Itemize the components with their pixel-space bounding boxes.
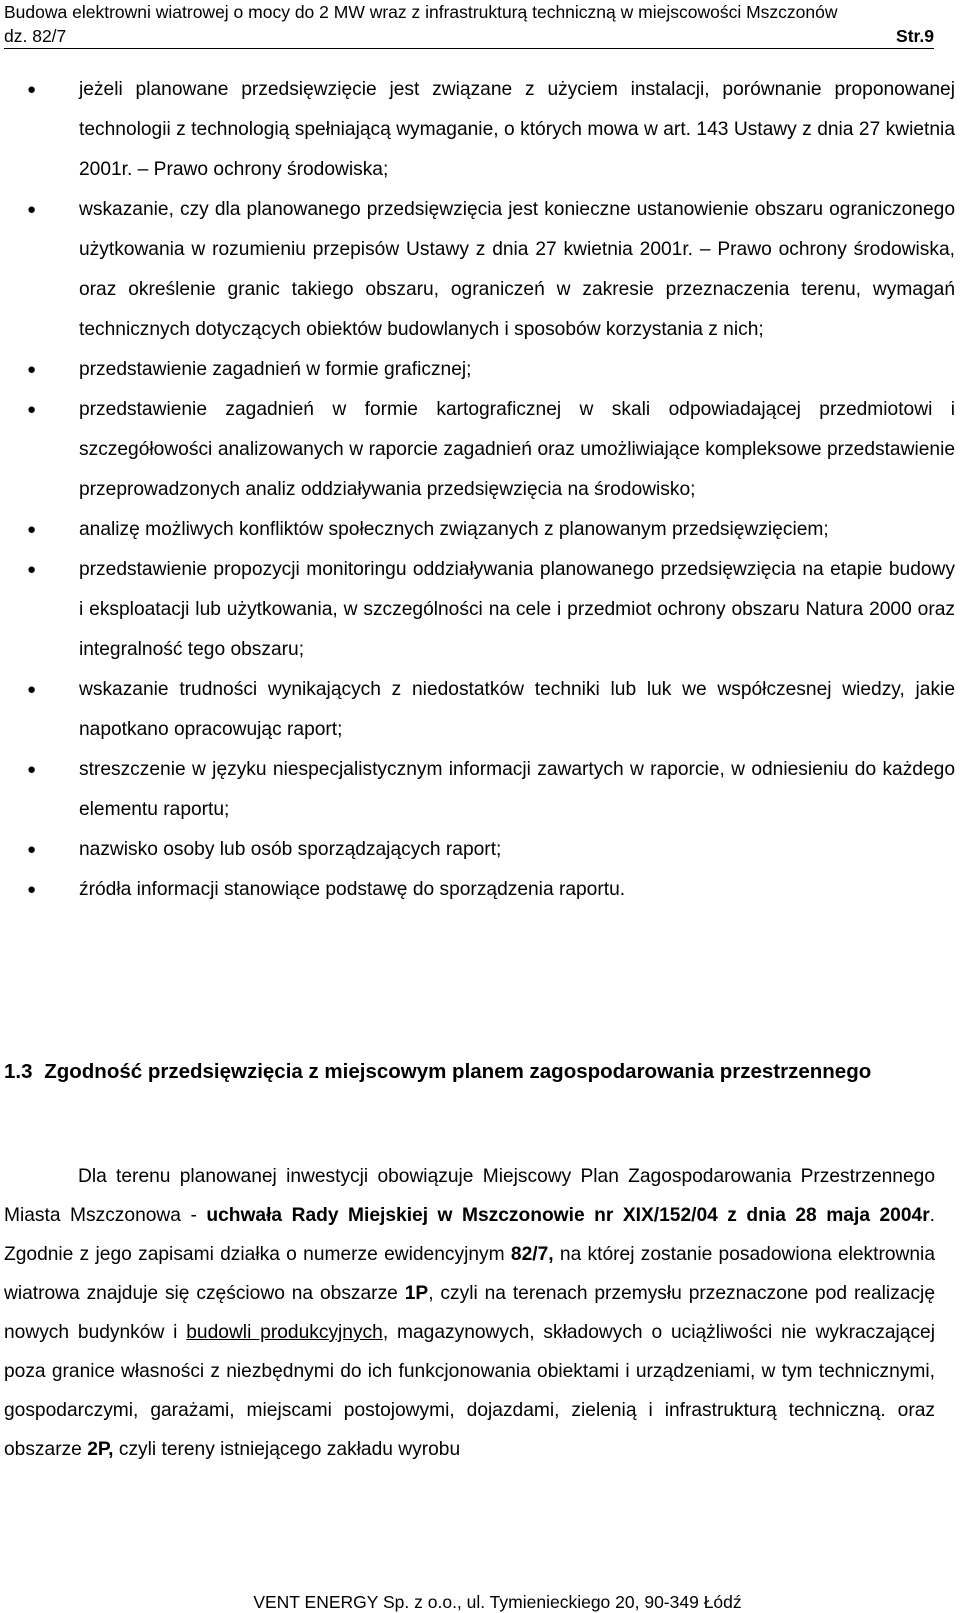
paragraph-text: Dla terenu planowanej inwestycji obowiązuje Miejscowy Plan Zagospodarowania Przestrzennego Miasta Mszczonowa - <box>4 1166 935 1226</box>
document-title: Budowa elektrowni wiatrowej o mocy do 2 MW wraz z infrastrukturą techniczną w miejscowości Mszczonów <box>4 2 838 22</box>
resolution-reference: uchwała Rady Miejskiej w Mszczonowie nr XIX/152/04 z dnia 28 maja 2004r <box>206 1205 930 1226</box>
section-heading <box>4 1050 935 1093</box>
page-footer: VENT ENERGY Sp. z o.o., ul. Tymienieckiego 20, 90-349 Łódź <box>253 1592 742 1612</box>
section-number: 1.3 <box>4 1060 33 1083</box>
paragraph-text: , czyli na terenach przemysłu przeznaczone pod realizację nowych budynków i <box>4 1283 935 1343</box>
list-item-text: przedstawienie propozycji monitoringu oddziaływania planowanego przedsięwzięcia na etapie budowy i eksploatacji lub użytkowania, w szczególności na cele i przedmiot ochrony obszaru Natura 2000 oraz integralność tego obszaru; <box>79 559 955 660</box>
header-second-line <box>4 24 934 48</box>
bullet-icon: ● <box>27 401 37 418</box>
bullet-icon: ● <box>27 761 37 778</box>
list-item-text: źródła informacji stanowiące podstawę do sporządzenia raportu. <box>79 879 626 900</box>
list-item <box>0 350 955 390</box>
header-divider <box>4 48 934 49</box>
list-item <box>0 750 955 830</box>
bullet-icon: ● <box>27 361 37 378</box>
requirements-list <box>0 70 960 910</box>
plot-number: dz. 82/7 <box>4 26 67 46</box>
underlined-text: budowli produkcyjnych <box>186 1322 383 1343</box>
paragraph-text: na której zostanie posadowiona elektrownia wiatrowa znajduje się częściowo na obszarze <box>4 1244 935 1304</box>
paragraph-text: . Zgodnie z jego zapisami działka o numerze ewidencyjnym <box>4 1205 936 1265</box>
list-item-text: wskazanie trudności wynikających z niedostatków techniki lub luk we współczesnej wiedzy, jakie napotkano opracowując raport; <box>79 679 955 740</box>
section-title: Zgodność przedsięwzięcia z miejscowym planem zagospodarowania przestrzennego <box>44 1060 872 1083</box>
page-header <box>4 0 934 48</box>
list-item-text: analizę możliwych konfliktów społecznych związanych z planowanym przedsięwzięciem; <box>79 519 829 540</box>
list-item-text: przedstawienie zagadnień w formie graficznej; <box>79 359 472 380</box>
list-item <box>0 870 955 910</box>
list-item <box>0 70 955 190</box>
plot-reference: 82/7, <box>510 1244 554 1265</box>
list-item-text: streszczenie w języku niespecjalistycznym informacji zawartych w raporcie, w odniesieniu do każdego elementu raportu; <box>79 759 955 820</box>
list-item-text: wskazanie, czy dla planowanego przedsięwzięcia jest konieczne ustanowienie obszaru ograniczonego użytkowania w rozumieniu przepisów Ustawy z dnia 27 kwietnia 2001r. – Prawo ochrony środowiska, oraz określenie granic takiego obszaru, ograniczeń w zakresie przeznaczenia terenu, wymagań technicznych dotyczących obiektów budowlanych i sposobów korzystania z nich; <box>79 199 955 340</box>
bullet-icon: ● <box>27 681 37 698</box>
bullet-icon: ● <box>27 81 37 98</box>
list-item <box>0 510 955 550</box>
zone-2p-reference: 2P, <box>87 1439 114 1460</box>
list-item-text: jeżeli planowane przedsięwzięcie jest związane z użyciem instalacji, porównanie proponowanej technologii z technologią spełniającą wymaganie, o których mowa w art. 143 Ustawy z dnia 27 kwietnia 2001r. – Prawo ochrony środowiska; <box>79 79 955 180</box>
bullet-icon: ● <box>27 841 37 858</box>
paragraph-text: czyli tereny istniejącego zakładu wyrobu <box>113 1439 461 1460</box>
list-item <box>0 830 955 870</box>
bullet-icon: ● <box>27 201 37 218</box>
page-number: Str.9 <box>896 26 934 46</box>
list-item-text: nazwisko osoby lub osób sporządzających raport; <box>79 839 502 860</box>
body-paragraph <box>4 1157 935 1469</box>
list-item <box>0 190 955 350</box>
list-item <box>0 550 955 670</box>
list-item-text: przedstawienie zagadnień w formie kartograficznej w skali odpowiadającej przedmiotowi i szczegółowości analizowanych w raporcie zagadnień oraz umożliwiające kompleksowe przedstawienie przeprowadzonych analiz oddziaływania przedsięwzięcia na środowisko; <box>79 399 955 500</box>
paragraph-text: , magazynowych, składowych o uciążliwości nie wykraczającej poza granice własności z niezbędnymi do ich funkcjonowania obiektami i urządzeniami, w tym technicznymi, gospodarczymi, garażami, miejscami postojowymi, dojazdami, zielenią i infrastrukturą techniczną. oraz obszarze <box>4 1322 935 1460</box>
bullet-icon: ● <box>27 881 37 898</box>
bullet-icon: ● <box>27 521 37 538</box>
list-item <box>0 390 955 510</box>
zone-1p-reference: 1P <box>404 1283 429 1304</box>
list-item <box>0 670 955 750</box>
bullet-icon: ● <box>27 561 37 578</box>
